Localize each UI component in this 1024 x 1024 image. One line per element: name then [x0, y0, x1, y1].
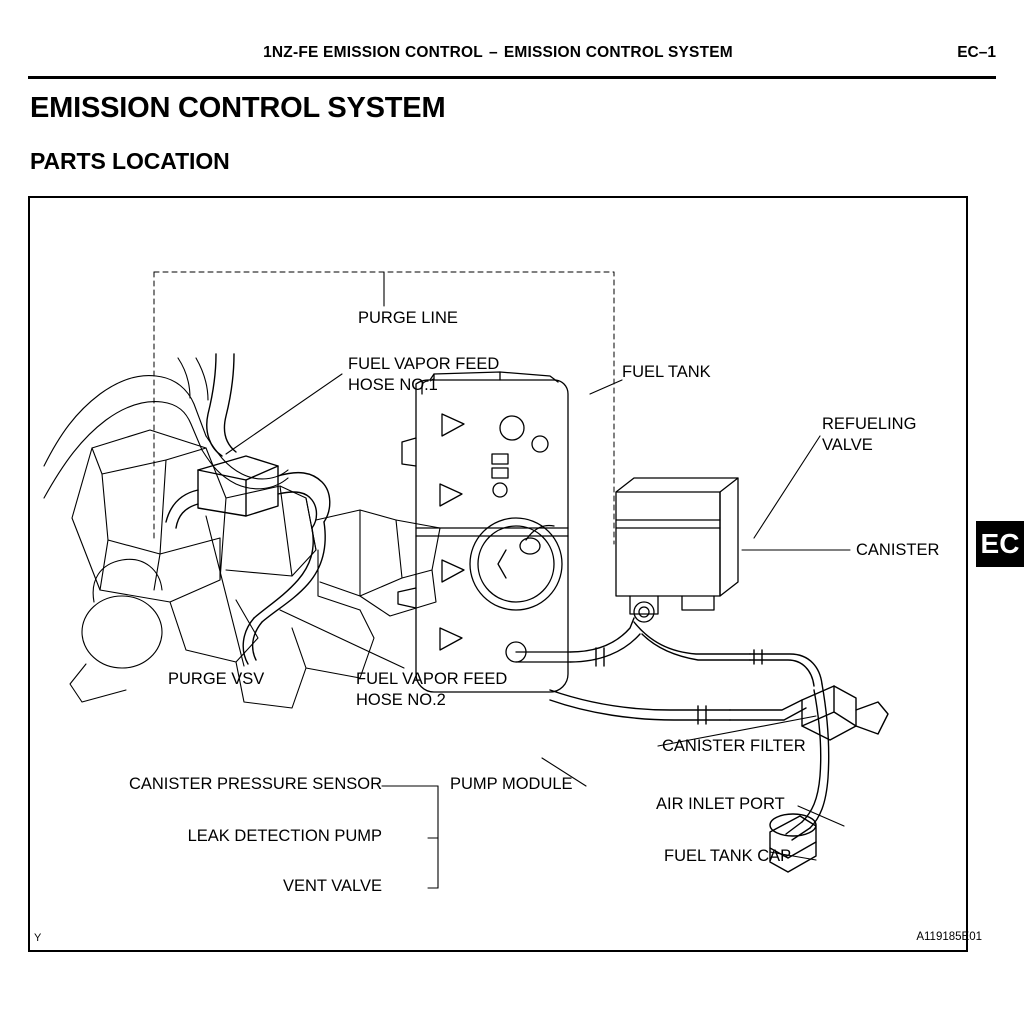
label-fuel-vapor-feed-hose-no2-line2: HOSE NO.2 — [356, 691, 446, 709]
label-purge-vsv: PURGE VSV — [168, 670, 265, 688]
header-title — [28, 44, 968, 62]
label-purge-line: PURGE LINE — [358, 309, 458, 327]
label-fuel-vapor-feed-hose-no2-line1: FUEL VAPOR FEED — [356, 670, 508, 688]
label-refueling-valve-line1: REFUELING — [822, 415, 917, 433]
header-right-title: EMISSION CONTROL SYSTEM — [503, 44, 733, 61]
section-tab-ec: EC — [976, 521, 1024, 567]
header-left-title: 1NZ-FE EMISSION CONTROL — [263, 44, 483, 61]
label-refueling-valve-line2: VALVE — [822, 436, 873, 454]
page-header — [28, 44, 996, 78]
label-canister-pressure-sensor: CANISTER PRESSURE SENSOR — [128, 775, 382, 793]
label-pump-module: PUMP MODULE — [450, 775, 573, 793]
section-title: PARTS LOCATION — [30, 148, 230, 174]
label-fuel-vapor-feed-hose-no1-line1: FUEL VAPOR FEED — [348, 355, 500, 373]
parts-location-figure — [28, 196, 968, 952]
figure-id: A119185E01 — [916, 931, 982, 943]
label-canister-filter: CANISTER FILTER — [662, 737, 806, 755]
label-vent-valve: VENT VALVE — [282, 877, 382, 895]
header-divider — [28, 76, 996, 79]
page-number: EC–1 — [957, 44, 996, 61]
page-title: EMISSION CONTROL SYSTEM — [30, 92, 446, 124]
label-fuel-vapor-feed-hose-no1-line2: HOSE NO.1 — [348, 376, 438, 394]
label-fuel-tank-cap: FUEL TANK CAP — [664, 847, 792, 865]
footer-left-mark: Y — [34, 932, 42, 944]
label-canister: CANISTER — [856, 541, 940, 559]
label-leak-detection-pump: LEAK DETECTION PUMP — [187, 827, 382, 845]
label-fuel-tank: FUEL TANK — [622, 363, 711, 381]
label-air-inlet-port: AIR INLET PORT — [656, 795, 785, 813]
header-separator: – — [488, 44, 498, 61]
